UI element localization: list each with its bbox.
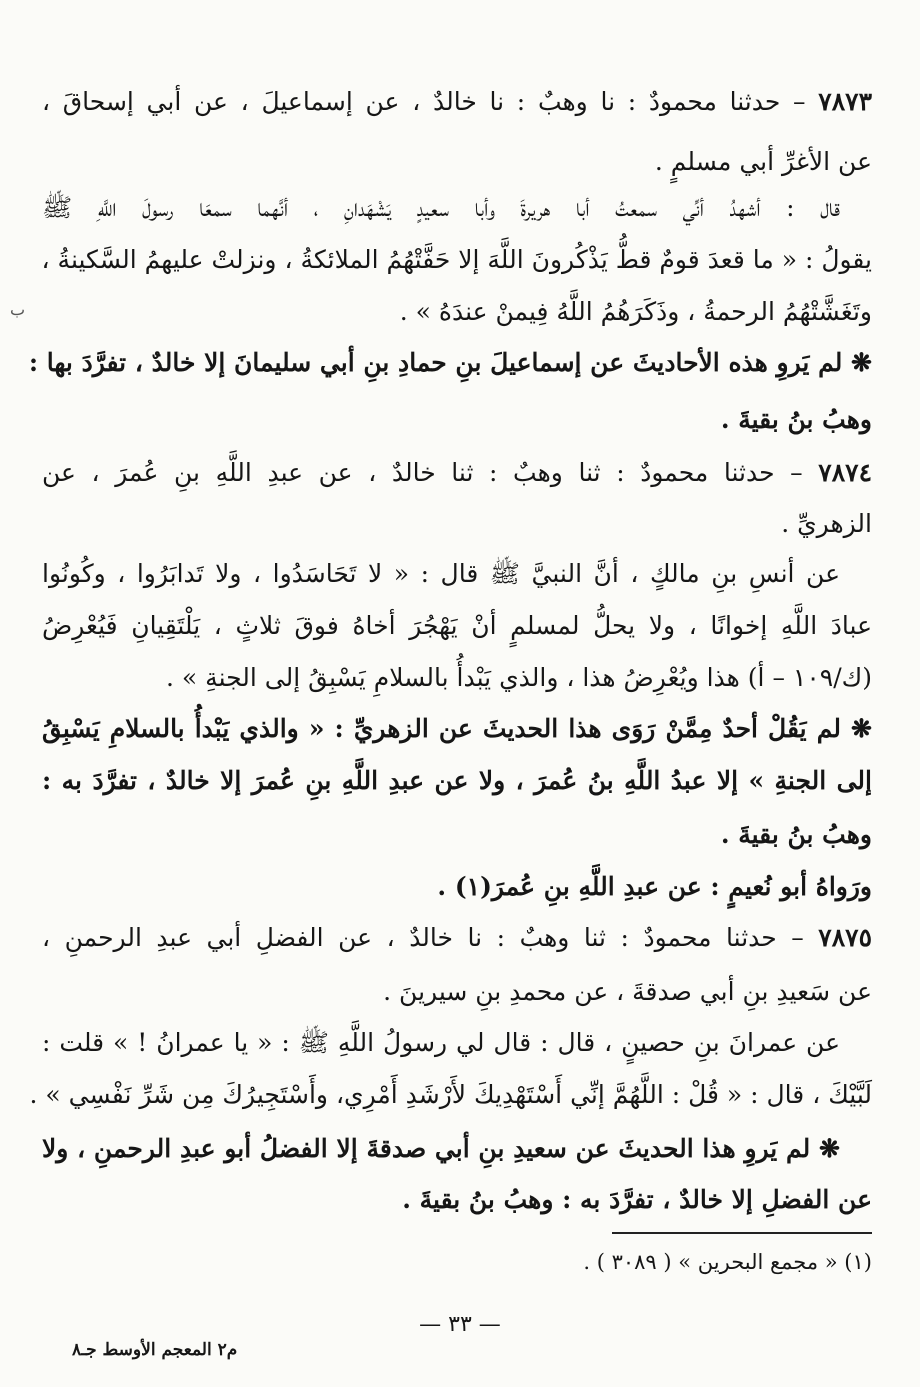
signature-mark: م٢ المعجم الأوسط جـ٨	[72, 1340, 238, 1360]
text-line	[42, 1125, 840, 1173]
line-text: وهبُ بنُ بقيةَ .	[720, 405, 872, 434]
text-line	[42, 1019, 840, 1067]
page-number: — ٣٣ —	[419, 1312, 501, 1337]
margin-mark: ب	[10, 300, 26, 319]
hadith-number: ٧٨٧٣	[818, 87, 872, 116]
line-text: عبادَ اللَّهِ إخوانًا ، ولا يحلُّ لمسلمٍ أنْ يَهْجُرَ أخاهُ فوقَ ثلاثٍ ، يَلْتَقِيانِ فَيُعْرِضُ	[42, 611, 872, 640]
text-line	[42, 138, 872, 186]
text-line	[42, 500, 872, 548]
text-line	[42, 236, 872, 284]
line-text: إلى الجنةِ » إلا عبدُ اللَّهِ بنُ عُمرَ ، ولا عن عبدِ اللَّهِ بنِ عُمرَ إلا خالدٌ ، تفرَّدَ به :	[42, 766, 872, 795]
line-text: عن سَعيدِ بنِ أبي صدقةَ ، عن محمدِ بنِ سيرينَ .	[383, 977, 872, 1006]
line-text: ❋ لم يَروِ هذا الحديثَ عن سعيدِ بنِ أبي صدقةَ إلا الفضلُ أبو عبدِ الرحمنِ ، ولا	[42, 1134, 840, 1163]
line-text: ورَواهُ أبو نُعيمٍ : عن عبدِ اللَّهِ بنِ عُمرَ(١) .	[437, 872, 872, 901]
line-text: الزهريِّ .	[781, 509, 872, 538]
text-line	[42, 757, 872, 805]
text-line	[29, 1071, 872, 1119]
line-text: قال : أشهدُ أنِّي سمعتُ أبا هريرةَ وأبا سعيدٍ يَشْهَدانِ ، أنَّهما سمعَا رسولَ اللَّهِ ﷺ	[42, 193, 840, 222]
line-text: عن عمرانَ بنِ حصينٍ ، قال : قال لي رسولُ اللَّهِ ﷺ : « يا عمرانُ ! » قلت :	[42, 1028, 840, 1057]
footnote: (١) « مجمع البحرين » ( ٣٠٨٩ ) .	[583, 1250, 872, 1274]
line-text: عن أنسِ بنِ مالكٍ ، أنَّ النبيَّ ﷺ قال : « لا تَحَاسَدُوا ، ولا تَدابَرُوا ، وكُونُوا	[42, 559, 840, 588]
text-line	[42, 288, 872, 336]
line-text: لَبَّيْكَ ، قال : « قُلْ : اللَّهُمَّ إنِّي أَسْتَهْدِيكَ لأَرْشَدِ أَمْرِي، وأَسْتَجِيرُكَ مِن شَرِّ نَفْسِي » .	[29, 1080, 872, 1109]
line-text: وهبُ بنُ بقيةَ .	[720, 820, 872, 849]
text-line	[42, 602, 872, 650]
line-text: ❋ لم يَروِ هذه الأحاديثَ عن إسماعيلَ بنِ حمادِ بنِ أبي سليمانَ إلا خالدٌ ، تفرَّدَ بها :	[28, 348, 872, 377]
text-line	[42, 811, 872, 859]
text-line	[42, 968, 872, 1016]
text-line	[42, 449, 872, 497]
text-line	[42, 550, 840, 598]
hadith-number: ٧٨٧٤	[818, 458, 872, 487]
text-line	[42, 396, 872, 444]
text-line	[28, 339, 872, 387]
line-text: ❋ لم يَقُلْ أحدٌ مِمَّنْ رَوَى هذا الحديثَ عن الزهريِّ : « والذي يَبْدأُ بالسلامِ يَسْبِقُ	[42, 714, 872, 743]
text-line	[42, 184, 840, 232]
text-line	[42, 914, 872, 962]
line-text: يقولُ : « ما قعدَ قومٌ قطُّ يَذْكُرونَ اللَّهَ إلا حَفَّتْهُمُ الملائكةُ ، ونزلتْ عليهمُ السَّكينةُ ،	[41, 245, 872, 274]
text-line	[42, 78, 872, 126]
line-text: عن الأغرِّ أبي مسلمٍ .	[654, 147, 872, 176]
text-line	[42, 654, 872, 702]
line-text: – حدثنا محمودٌ : ثنا وهبٌ : نا خالدٌ ، عن الفضلِ أبي عبدِ الرحمنِ ،	[42, 923, 819, 952]
hadith-number: ٧٨٧٥	[818, 923, 872, 952]
line-text: عن الفضلِ إلا خالدٌ ، تفرَّدَ به : وهبُ بنُ بقيةَ .	[402, 1185, 872, 1214]
text-line	[42, 705, 872, 753]
text-line	[42, 1176, 872, 1224]
text-line	[42, 863, 872, 911]
line-text: – حدثنا محمودٌ : ثنا وهبٌ : ثنا خالدٌ ، عن عبدِ اللَّهِ بنِ عُمرَ ، عن	[42, 458, 819, 487]
line-text: – حدثنا محمودٌ : نا وهبٌ : نا خالدٌ ، عن إسماعيلَ ، عن أبي إسحاقَ ،	[42, 87, 819, 116]
line-text: (ك/١٠٩ – أ) هذا ويُعْرِضُ هذا ، والذي يَبْدأُ بالسلامِ يَسْبِقُ إلى الجنةِ » .	[166, 663, 872, 692]
line-text: وتَغَشَّتْهُمُ الرحمةُ ، وذَكَرَهُمُ اللَّهُ فِيمنْ عندَهُ » .	[399, 297, 872, 326]
footnote-divider	[612, 1232, 872, 1234]
